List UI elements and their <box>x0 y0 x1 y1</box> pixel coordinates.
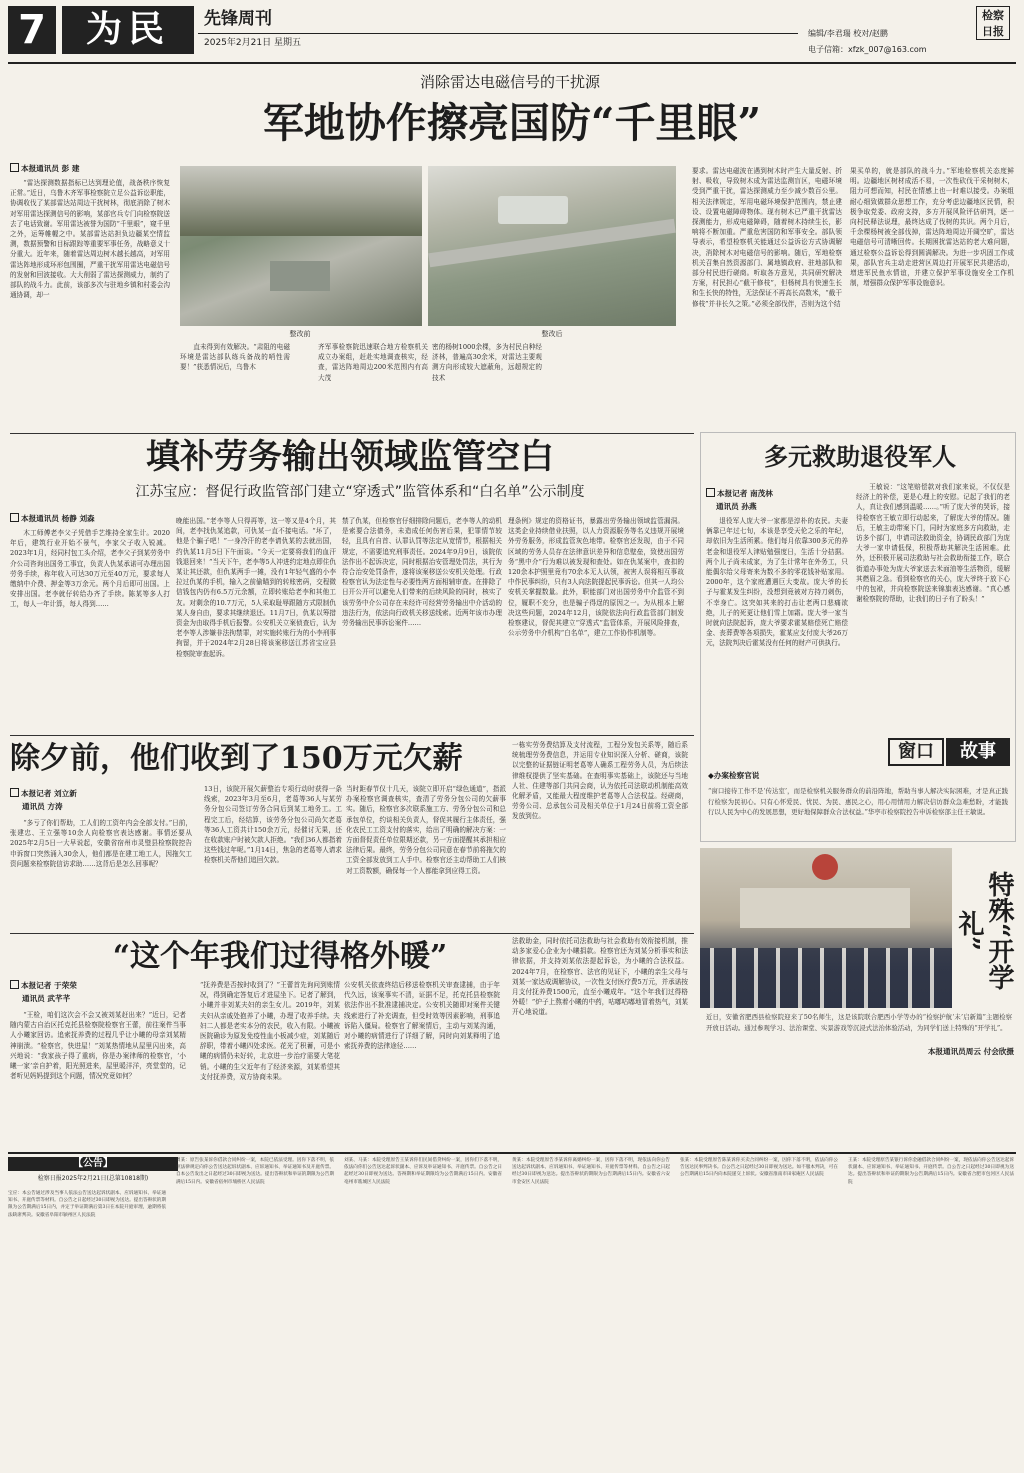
notice-divider <box>8 1152 1016 1154</box>
story1-column-2: 直未得到有效解决。“肃阻的电磁环境是雷达部队练兵备战的哨性需要！”获悉情况后，乌鲁木 <box>180 343 290 372</box>
story4-column-3: 当时距春节仅十几天，该院立即开启“绿色通道”，指派办案检察官调查核实，查清了劳务分包公司的欠薪事实。随后，检察官多次联系施工方、劳务分包公司和总承包单位，约谈相关负责人，督促其履行主体责任，强化农民工工资支付的落实，给出了明确的解决方案：一方面督促责任单位限期还款，另一方面提醒其承担相应法律后果。最终，劳务分包公司同意在春节前将拖欠的工资全部发放到工人手中。检察官还主动帮助工人们核对工资数额，确保每一个人都能拿到应得工资。 <box>346 785 506 875</box>
story4-bottom-rule <box>10 933 694 934</box>
story4-byline-1: 本报记者 刘立新 <box>10 788 150 799</box>
story5-column-3: 公安机关依查终结后移送检察机关审查逮捕，由于年代久远，该案事实不清，证据不足，托克托县检察院依法作出不批准逮捕决定。公安机关随即对案件关键线索进行了补充调查，但受时效等因素影响，刑事追诉陷入僵局。检察官了解案情后，主动与刘某沟通，对小曦的病情进行了详细了解，同时向刘某释明了追索抚养费的法律途径…… <box>344 981 500 1051</box>
notice-column-2: 周某：原告张某诉你借款合同纠纷一案，本院已依法受理。因你下落不明，依照法律规定向你公告送达起诉状副本、应诉通知书、举证通知书及开庭传票。自本公告发出之日起经过30日即视为送达。提出答辩状和举证的期限为公告期满后15日内。安徽省宿州市埇桥区人民法院 <box>176 1158 334 1185</box>
caption-after: 整改后 <box>541 330 563 338</box>
notice-column-6: 王某：本院受理原告某银行诉你金融借款合同纠纷一案，现依法向你公告送达起诉状副本、应诉通知书、举证通知书、开庭传票。自公告之日起经过30日即视为送达。提出答辩状和举证的期限为公告期满后15日内。安徽省合肥市包河区人民法院 <box>848 1158 1014 1185</box>
prosecutor-quote: “窗口接待工作不是‘传达室’，而是检察机关服务群众的前沿阵地，帮助当事人解决实际困难，才是真正践行检察为民初心。只有心怀爱民、忧民、为民、惠民之心，用心用情用力解决信访群众急难愁盼，才能践行以人民为中心的发展思想，更好地保障群众合法权益。”华亭市检察院控告申诉检察部主任王敏说。 <box>708 787 1008 816</box>
story3-column-1: 退役军人庞大爷一家都是淳朴的农民。夫妻俩靠已年过七旬，本该是享受天伦之乐的年纪，却依旧为生活所累。他们每月依靠300多元的养老金和退役军人津贴勉强度日，生活十分拮据。两个儿子尚未成家，为了生计常年在外务工，只能偶尔给父母寄来为数不多的零花钱补贴家用。2000年，这个家庭遭遇巨大变故。庞大爷的长子与霍某发生纠纷，没想到竟被对方持刀刺伤，不幸身亡。这突如其来的打击让老两口悲痛欲绝，儿子的死更让他们雪上加霜。庞大爷一家当时就向法院起诉，庞大爷要求霍某赔偿死亡赔偿金、丧葬费等各项损失，霍某应支付庞大爷26万元，法院判决后霍某没有任何的财产可供执行。 <box>706 517 848 648</box>
byline-marker <box>10 163 19 172</box>
story5-byline-2: 通讯员 武芊芊 <box>22 994 71 1003</box>
story3-column-2: 王敏说：“这笔赔偿款对我们家来说，不仅仅是经济上的补偿，更是心理上的安慰。记起了我们的老人，真让我们感到温暖……。”听了庞大爷的哭诉，接待检察官王敏立即行动起来，了解庞大爷的情况。随后，王敏主动带案下门，同时为家庭多方向救助，走访多个部门，申请司法救助资金，协调民政部门为庞大爷一家申请低保，积极帮助其解决生活困难。此外，还积极开展司法救助与社会救助衔接工作，联合街道办事处为庞大爷家送去米面油等生活物资，缓解其燃眉之急。看到检察官的关心，庞大爷终于放下心中的包袱，并向检察院送来锦旗表达感谢。“真心感谢检察院的帮助，让我们的日子有了盼头！” <box>856 483 1010 604</box>
story1-byline: 本报通讯员 彭 建 <box>10 163 180 175</box>
byline-marker <box>10 788 19 797</box>
story4-headline: 除夕前，他们收到了150万元欠薪 <box>10 741 463 776</box>
photo-pool <box>498 196 568 224</box>
notice-header <box>8 1157 178 1187</box>
photo-screen <box>740 888 910 928</box>
prosecutor-says-label: ◆办案检察官说 <box>708 771 760 780</box>
story1-column-1: “雷达探测数据指标已达到理论值，战备秩序恢复正常。”近日，乌鲁木齐军事检察院立足公益诉讼职能，协调收伐了某部雷达站周边干扰树林，彻底消除了树木对军用雷达探测信号的影响，某部官兵专门向检察院送去了电话致谢。军用雷达被誉为国防“千里眼”，窥千里之外，运筹帷幄之中。某部雷达站担负边疆某空情监测，数据预警和目标跟踪等重要军事任务，战略意义十分重大。近年来，随着雷达周边树木越长越高，对军用雷达阵地形成环形包围圈，严重干扰军用雷达电磁信号的发射和回波接收。大大削弱了雷达探测威力，制约了部队的战斗力。此前，该部多次与驻地乡镇和村委会沟通协调，却一 <box>10 179 170 300</box>
story1-column-3: 齐军事检察院迅速联合地方检察机关成立办案组，赶赴实地调查核实，经查，雷达阵地周边200米范围内有高大茂 <box>318 343 428 382</box>
story2-bottom-rule <box>10 735 694 736</box>
publication-name: 先锋周刊 <box>204 9 272 29</box>
window-banner-box: 窗口 <box>888 738 944 766</box>
notice-column-3: 刘某、马某：本院受理原告王某诉你们民间借贷纠纷一案，因你们下落不明，依法向你们公告送达起诉状副本、应诉及举证通知书、开庭传票。自公告之日起经过30日即视为送达。答辩期和举证期限均为公告期满后15日内。安徽省亳州市谯城区人民法院 <box>344 1158 502 1185</box>
story1-column-5: 要求。雷达电磁波在遇到树木时产生大量反射、折射、吸收，导致树木成为雷达监测盲区，电磁环境受到严重干扰，雷达探测威力至少减少数百公里。相关法律规定，军用电磁环境保护范围内，禁止建设、设置电磁障碍物体。现有树木已严重干扰雷达探测能力，形成电磁障碍，随着树木持续生长，影响将不断加重。严重危害国防和军事安全。部队领导表示，希望检察机关能通过公益诉讼方式协调解决，消除树木对电磁信号的影响。随后，军地检察机关召集自然资源部门、属地镇政府、驻地部队和部分村民进行磋商。听取各方意见，共同研究解决方案，村民担心“截干修枝”，但杨树具有快速生长和生长快的特性，无法保证不再高长高数米，“截干修枝”并非长久之策。”必须全部伐伴，否则为这个结 <box>692 167 842 308</box>
header-rule <box>198 33 798 34</box>
story4-column-4: 一栋实劳务费结算及支付流程，工程分发包关系等，随后系统梳理劳务费信息，并运用专业知识深入分析、磋商，该院以完整的证据链证明老葛等人确系工程劳务人员，为后续法律维权提供了坚实基础。在查明事实基础上，该院还与当地人社、住建等部门共同会商，认为依托司法联动机制能高效化解矛盾，又能最大程度维护老葛等人合法权益。经磋商，劳务公司、总承包公司及相关单位于1月24日前将工资全部发放到位。 <box>512 741 688 821</box>
special-credit: 本报通讯员周云 付会欣摄 <box>927 1047 1014 1056</box>
diamond-icon: ◆ <box>708 771 714 780</box>
story3-byline-2: 通讯员 孙燕 <box>716 502 757 511</box>
story2-subtitle: 江苏宝应：督促行政监管部门建立“穿透式”监管体系和“白名单”公示制度 <box>135 484 585 500</box>
notice-column-5: 张某：本院受理原告陈某诉你买卖合同纠纷一案，因你下落不明，依法向你公告送达民事判决书。自公告之日起经过30日即视为送达。如不服本判决，可在公告期满后15日内向本院递交上诉状。安徽省淮南市田家庵区人民法院 <box>680 1158 838 1178</box>
story1-kicker: 消除雷达电磁信号的干扰源 <box>419 73 600 91</box>
story5-column-4: 法救助金，同时依托司法救助与社会救助有效衔接机制，推动多家爱心企业为小曦捐款。检察官还为刘某分析事实和法律依据，并支持刘某依法提起诉讼，为小曦的合法权益。2024年7月，在检察官、法官的见证下，小曦的亲生父母与刘某一家达成调解协议，一次性支付医疗费5万元，并承诺按月支付抚养费1500元，直至小曦成年。“这个年我们过得格外暖！”炉子上熬着小曦的中药，咕嘟咕嘟地冒着热气，刘某开心地说道。 <box>512 937 688 1017</box>
masthead <box>8 6 1016 62</box>
story2-column-1: 木工师傅老李父子凭借手艺维持全家生计。2020年后，建筑行业开始不景气，李家父子收入锐减。2023年1月，经同村包工头介绍，老李父子到某劳务中介公司咨询出国务工事宜，负责人仇某承诺可办理出国劳务手续，称年收入可达30万元至40万元，要求每人缴纳中介费、押金等3万余元。两个月后即可出国。上安排出国。老李就仔转给办齐了手续。陈某等多人打工，每人一年计算，每人得到…… <box>10 529 170 609</box>
story5-byline-1: 本报记者 于荣荣 <box>10 980 150 991</box>
story3-headline: 多元救助退役军人 <box>764 442 956 471</box>
story4-column-2: 13日，该院开展欠薪整治专项行动时获得一条线索，2023年3月至6月，老葛等36人与某劳务分包公司签订劳务合同后到某工地务工。工程完工后，经结算，该劳务分包公司尚欠老葛等36人工资共计150余万元，经催讨无果，还在收款账户时被欠款人拒绝。“我们36人都指着这些钱过年呢。”1月14日，焦急的老葛等人请求检察机关帮他们追回欠款。 <box>204 785 342 865</box>
special-title: 特殊“开学礼” <box>954 870 1014 990</box>
photo-before-rectification <box>180 166 422 326</box>
story3-byline-1: 本报记者 南茂林 <box>706 488 846 499</box>
window-banner-text: 故事 <box>946 738 1010 766</box>
story1-column-4: 密的杨树1000余棵，多为村民自种经济林，普遍高30余米，对雷达主要观测方向形成较大遮蔽角，远超规定的技术 <box>432 343 542 382</box>
story2-column-4: 理条例》规定的资格证书，暴露出劳务输出领域监管漏洞。这类企业持续借业扶照，以人力资源服务等名义违规开展境外劳务服务，形成监管灰色地带。检察官还发现，由于不同区域的劳务人员存在法律意识差异和信息壁垒，致使出国劳务“黑中介”行为难以被发现和查处。如在仇某案中，查扣的120余本护照里竟有70余本无人认领，被害人误将相互事故中作民事纠纷，只有3人向法院提起民事诉讼。但其一人均公安机关掌握数量。此外，职能部门对出国劳务中介监管不到位，履职不充分，也是骗子得逞的原因之一。为从根本上解决这些问题，2024年12月，该院依法向行政监管部门制发检察建议，督促其建立“穿透式”监管体系，开展风险排查，公示劳务中介机构“白名单”，建立工作协作机制等。 <box>508 517 684 638</box>
email: 电子信箱：xfzk_007@163.com <box>808 45 927 54</box>
photo-building <box>270 261 330 291</box>
photo-emblem <box>812 854 838 880</box>
story2-column-2: 晚能出国。”老李等人只得再等，这一等又是4个月，其间，老李找仇某追款，可仇某一直不接电话。“坏了，他是个骗子吧！”一身冷汗的老李请仇某的去就出国，约仇某11月5日下午面谈。“今天一定要将我们的血汗钱退回来！”当天下午，老李等5人冲进约定地点即住仇某让其还款，但仇某两手一摊，没有1年轻气盛的小李拉过仇某的手机，输入之前偷瞄到的转账密码，交程微信钱包内仍有6.5万元余额，立即转账给老李和其他工友。对剩余的10.7万元，5人采取耻辱跟随方式限制仇某人身自由，要求其继续退还。11月7日，仇某以筹措资金为由取得手机后报警。公安机关立案侦查后，认为老李等人涉嫌非法拘禁罪，对实施转账行为的小李刑事拘留，并于2024年2月28日将该案移送江苏省宝应县检察院审查起诉。 <box>176 517 336 658</box>
newspaper-logo: 检察日报 <box>976 6 1010 40</box>
story1-column-6: 果买单的，就是部队的战斗力。”军地检察机关态度鲜明。边疆地区树材成活不易，一次性砍伐干采树树木，阻力可想而知，村民在情感上也一时难以接受。办案组耐心细致做群众思想工作，充分考虑边疆地区民情，积极争取党委、政府支持，多方开展风险评估研判，逐一向村民释法说理，最终达成了伐树的共识。两个月后，千余棵杨树被全部伐掉，雷达阵地周边开阔空旷，雷达电磁信号可清晰回传。长期困扰雷达站的老大难问题，通过检察公益诉讼得到圆满解决。为进一步巩固工作成果，部队官兵主动走进营区周边打开展军民共建活动，增进军民鱼水情谊，并建立保护军事设施安全工作机制，增强群众保护军事设施意识。 <box>850 167 1014 288</box>
story2-byline: 本报通讯员 杨静 刘森 <box>10 513 210 525</box>
notice-column-1: 宝应：本公告通过涉及当事人依法公告送达起诉状副本、应诉通知书、举证通知书、开庭传票等材料。自公告之日起经过30日即视为送达。提出答辩状的期限为公告期满后15日内，并定于举证期满后第3日在本院开庭审理，逾期将依法缺席判决。安徽省阜阳市颍州区人民法院 <box>8 1191 166 1218</box>
notice-column-4: 黄某：本院受理原告李某诉你离婚纠纷一案，因你下落不明，现依法向你公告送达起诉状副本、应诉通知书、举证通知书、开庭传票等材料。自公告之日起经过30日即视为送达。提出答辩状的期限为公告期满后15日内。安徽省六安市金安区人民法院 <box>512 1158 670 1185</box>
window-story-banner <box>888 738 1012 768</box>
story1-headline: 军地协作擦亮国防“千里眼” <box>262 99 762 147</box>
special-caption: 近日，安徽省肥西县检察院迎来了50名师生，这是该院联合肥西小学等办的“检察护航‘未’启新篇”主题检察开放日活动。通过参观学习、法治课堂、实景游戏等沉浸式法治体验活动，为同学们送上特殊的“开学礼”。 <box>706 1013 1012 1032</box>
photo-trees <box>180 166 422 236</box>
notice-subtitle: 检察日报2025年2月21日(总第10818期) <box>37 1175 149 1182</box>
editors: 编辑/李君瑞 校对/赵鹏 <box>808 29 888 38</box>
section-name: 为民 <box>62 6 194 54</box>
story4-column-1: “多亏了你们帮助，工人们的工资年内会全部支付。”日前，张建忠、王立强等10余人向检察官表达感谢。事情还要从2025年2月5日一大早说起，安徽省宿州市灵璧县检察院控告申诉窗口突然涌入30余人，他们都是在建工地工人，因拖欠工资问题来检察院信访求助……这背后是怎么回事呢？ <box>10 819 192 868</box>
story2-headline: 填补劳务输出领域监管空白 <box>146 437 554 477</box>
byline-marker <box>10 513 19 522</box>
notice-title: 【公告】 <box>8 1157 178 1171</box>
story5-column-1: “王检，咱们这次会不会又被刘某赶出来？”近日，记者随内蒙古自治区托克托县检察院检察官王蕾，前往案件当事人小曦家回访。追索抚养费的过程几乎让小曦的母亲刘某精神崩溃。“检察官，快进屋！”刘某热情地从屋里闪出来，高兴地说：“我家孩子得了重病，你是办案律师的检察官，‘小曦一家’亲自护着，阳光照进来，屋里暖洋洋，亮堂堂的，记者听见妈妈提到这个问题，情况究竟如何？ <box>10 1011 186 1081</box>
photo-after-rectification <box>428 166 676 326</box>
story5-column-2: “抚养费是否按时收到了？”王蕾首先询问到账情况，得到确定答复后才进屋坐下。记者了解到，小曦并非刘某夫妇的亲生女儿。2019年，刘某夫妇从亲戚处抱养了小曦，办理了收养手续。夫妇二人都是老实本分的农民，收入有限。小曦被医院确诊为原发免疫性血小板减少症，刘某随后辞职，带着小曦四处求医。花光了积蓄，可是小曦的病情仍未好转，北京进一步治疗需要大笔花销。小曦的生父近年有了经济来源，刘某希望其支付抚养费，双方协商未果。 <box>200 981 340 1081</box>
photo-road <box>428 219 676 267</box>
page-number: 7 <box>8 6 56 54</box>
caption-before: 整改前 <box>289 330 311 338</box>
byline-marker <box>10 980 19 989</box>
header-bottom-rule <box>8 62 1016 64</box>
special-photo <box>700 848 952 1008</box>
photo-students <box>700 948 952 1008</box>
story4-byline-2: 通讯员 方涛 <box>22 802 63 811</box>
byline-marker <box>706 488 715 497</box>
story2-column-3: 禁了仇某，但检察官仔细排除问题后，老李等人的动机是索要合法债务，未造成任何伤害后果，犯罪情节较轻，且具有自首、认罪认罚等法定从宽情节，根据相关规定，不需要追究刑事责任。2024年9月9日，该院依法作出不起诉决定，同时根据治安管理处罚法，其行为符合治安处罚条件，遂将该案移送公安机关处理。行政检察官认为法定性与必要性两方面相辅审查。在排除了日开公开可以避免人们带来的后续风险的同时，核实了该劳务中介公司存在未经许可经营劳务输出中介活动的违法行为，依法向行政机关移送线索。近两年该市办理劳务输出民事诉讼案件…… <box>342 517 502 628</box>
issue-date: 2025年2月21日 星期五 <box>204 38 301 48</box>
story5-headline: “这个年我们过得格外暖” <box>112 939 448 974</box>
